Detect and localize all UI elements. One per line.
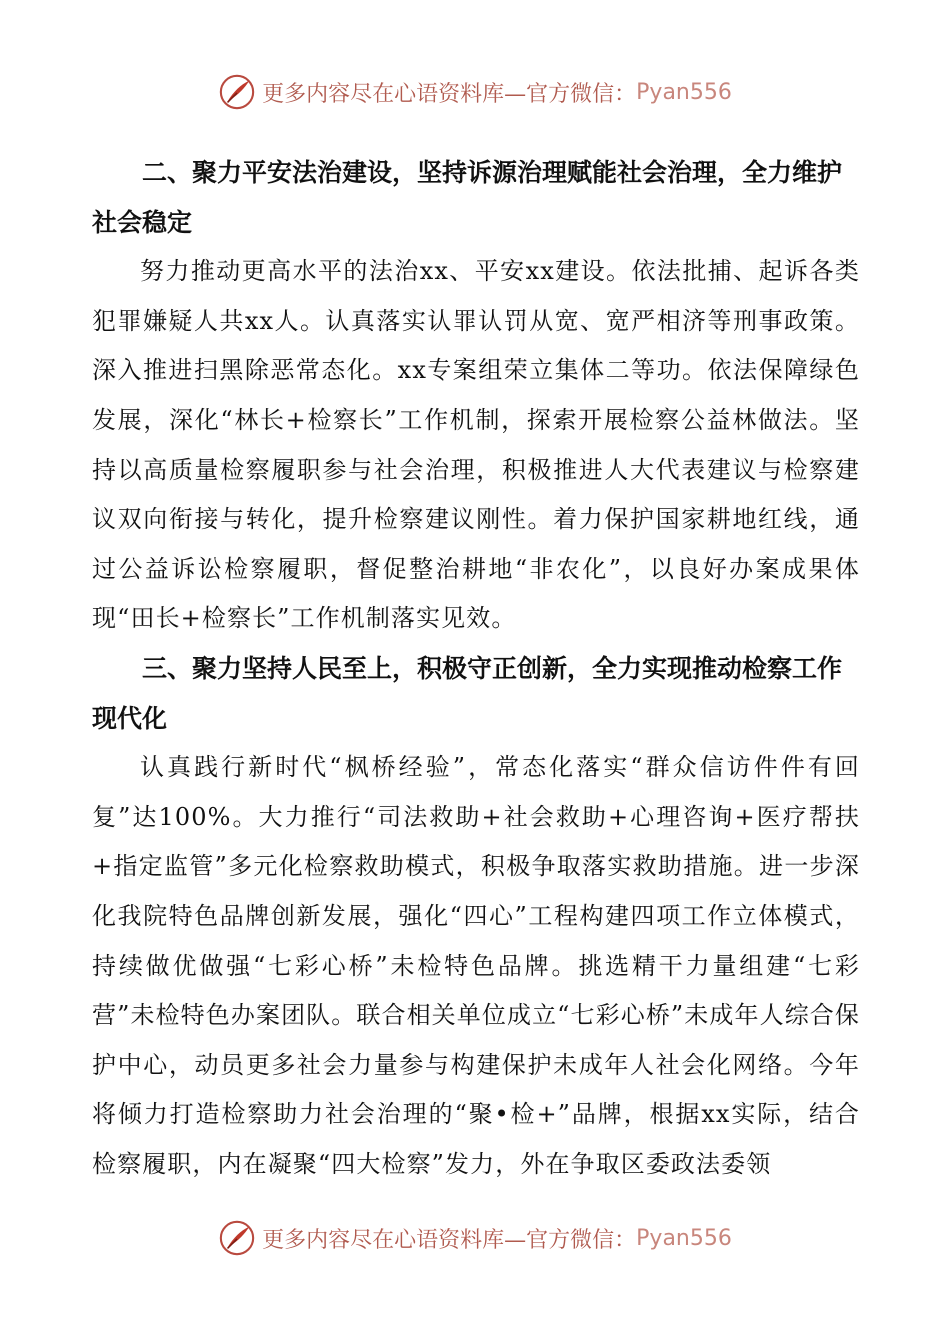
section-heading-3: 三、聚力坚持人民至上，积极守正创新，全力实现推动检察工作现代化 (92, 653, 843, 733)
footer-watermark (0, 1216, 950, 1260)
document-body (92, 148, 860, 1189)
section-paragraph-3: 认真践行新时代“枫桥经验”，常态化落实“群众信访件件有回复”达100%。大力推行“司法救助+社会救助+心理咨询+医疗帮扶+指定监管”多元化检察救助模式，积极争取落实救助措施。进一步深化我院特色品牌创新发展，强化“四心”工程构建四项工作立体模式，持续做优做强“七彩心桥”未检特色品牌。挑选精干力量组建“七彩营”未检特色办案团队。联合相关单位成立“七彩心桥”未成年人综合保护中心，动员更多社会力量参与构建保护未成年人社会化网络。今年将倾力打造检察助力社会治理的“聚•检+”品牌，根据xx实际，结合检察履职，内在凝聚“四大检察”发力，外在争取区委政法委领 (92, 753, 861, 1178)
watermark-wechat-id: Pyan556 (636, 1225, 732, 1251)
feather-pen-logo-icon (218, 73, 256, 111)
feather-pen-logo-icon (218, 1219, 256, 1257)
header-watermark (0, 70, 950, 114)
section-heading-2: 二、聚力平安法治建设，坚持诉源治理赋能社会治理，全力维护社会稳定 (92, 158, 843, 237)
watermark-wechat-id: Pyan556 (636, 79, 732, 105)
watermark-text: 更多内容尽在心语资料库—官方微信： (262, 1227, 637, 1253)
section-paragraph-2: 努力推动更高水平的法治xx、平安xx建设。依法批捕、起诉各类犯罪嫌疑人共xx人。认真落实认罪认罚从宽、宽严相济等刑事政策。深入推进扫黑除恶常态化。xx专案组荣立集体二等功。依法保障绿色发展，深化“林长+检察长”工作机制，探索开展检察公益林做法。坚持以高质量检察履职参与社会治理，积极推进人大代表建议与检察建议双向衔接与转化，提升检察建议刚性。着力保护国家耕地红线，通过公益诉讼检察履职，督促整治耕地“非农化”，以良好办案成果体现“田长+检察长”工作机制落实见效。 (92, 257, 860, 633)
watermark-text: 更多内容尽在心语资料库—官方微信： (262, 81, 637, 107)
